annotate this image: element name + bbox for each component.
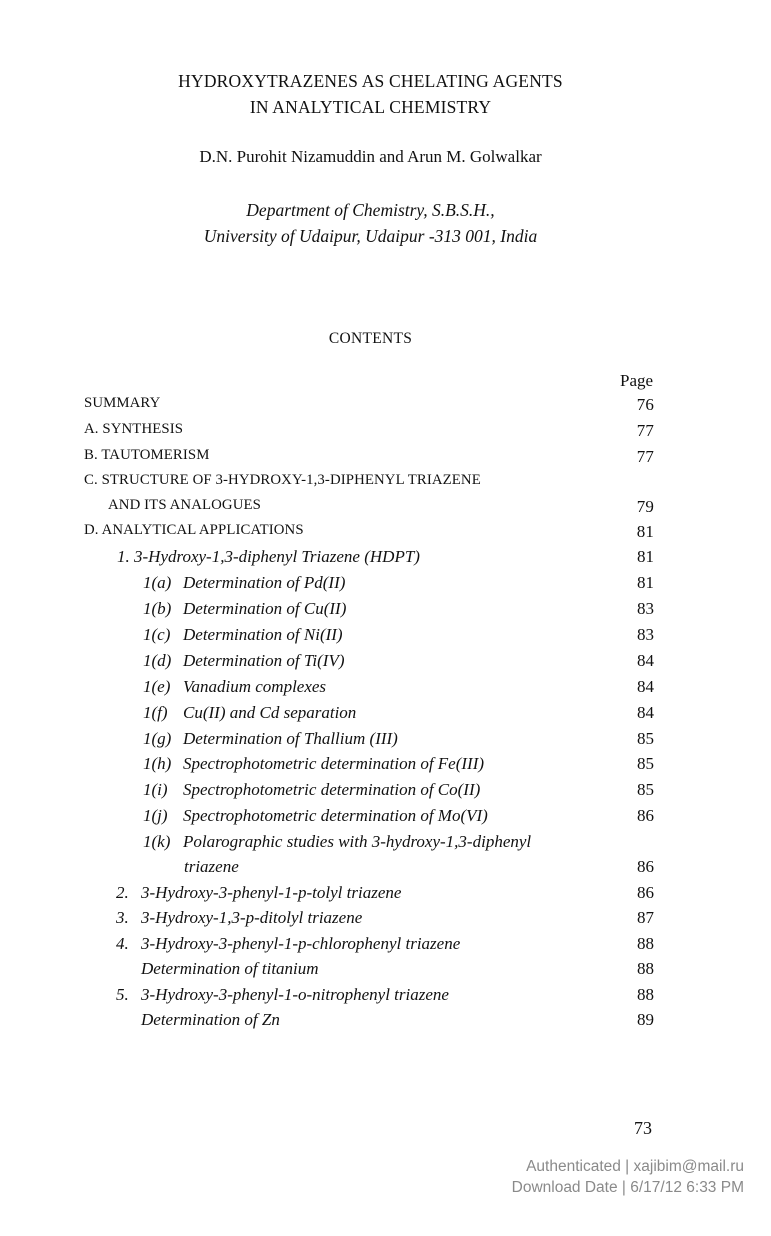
toc-entry-title: Spectrophotometric determination of Fe(III) <box>183 754 485 773</box>
toc-entry-title: SYNTHESIS <box>102 421 184 437</box>
toc-entry-title: Determination of titanium <box>141 959 319 978</box>
authors: D.N. Purohit Nizamuddin and Arun M. Golwalkar <box>199 147 542 166</box>
toc-entry-prefix: 1(a) <box>143 573 172 592</box>
toc-entry-title: 3-Hydroxy-3-phenyl-1-p-tolyl triazene <box>141 883 402 902</box>
toc-entry-title: STRUCTURE OF 3-HYDROXY-1,3-DIPHENYL TRIAZENE <box>101 472 481 488</box>
toc-entry-title: AND ITS ANALOGUES <box>108 497 261 513</box>
toc-entry-page: 88 <box>637 934 654 953</box>
toc-entry-prefix: 1(j) <box>143 806 168 825</box>
toc-entry-page: 83 <box>637 625 654 644</box>
toc-entry-page: 81 <box>637 547 654 566</box>
toc-entry <box>84 985 656 1011</box>
toc-entry <box>84 754 656 780</box>
toc-entry-page: 83 <box>637 599 654 618</box>
title-line-1: HYDROXYTRAZENES AS CHELATING AGENTS <box>178 71 563 91</box>
toc-entry-prefix: A. <box>84 421 99 437</box>
toc-entry-title: 3-Hydroxy-3-phenyl-1-p-chlorophenyl triazene <box>141 934 461 953</box>
toc-entry-title: Vanadium complexes <box>183 677 327 696</box>
toc-entry-page: 88 <box>637 985 654 1004</box>
toc-entry-prefix: 4. <box>116 934 129 953</box>
toc-entry <box>84 832 656 858</box>
toc-entry-page: 89 <box>637 1010 654 1029</box>
toc-entry-title: TAUTOMERISM <box>101 447 210 463</box>
toc-entry-title: triazene <box>184 857 239 876</box>
toc-entry-prefix: C. <box>84 472 98 488</box>
toc-entry-page: 81 <box>637 573 654 592</box>
toc-entry-title: Determination of Thallium (III) <box>183 729 398 748</box>
affiliation-line-2: University of Udaipur, Udaipur -313 001, India <box>203 226 538 246</box>
toc-entry-page: 84 <box>637 677 654 696</box>
toc-entry-title: Spectrophotometric determination of Mo(VI) <box>183 806 488 825</box>
toc-entry-prefix: 1(k) <box>143 832 171 851</box>
toc-entry-title: ANALYTICAL APPLICATIONS <box>101 522 304 538</box>
toc-entry <box>84 421 656 447</box>
toc-entry-prefix: 2. <box>116 883 129 902</box>
toc-entry-continuation <box>84 1010 656 1036</box>
toc-entry-title: Spectrophotometric determination of Co(II) <box>183 780 481 799</box>
toc-entry <box>84 447 656 473</box>
watermark-authenticated: Authenticated | xajibim@mail.ru <box>526 1158 744 1175</box>
watermark-download-date: Download Date | 6/17/12 6:33 PM <box>511 1179 744 1196</box>
toc-entry-prefix: B. <box>84 447 98 463</box>
toc-entry <box>84 703 656 729</box>
toc-entry-page: 79 <box>636 497 654 516</box>
toc-entry <box>84 729 656 755</box>
toc-entry-title: Polarographic studies with 3-hydroxy-1,3-diphenyl <box>183 832 532 851</box>
toc-entry <box>84 934 656 960</box>
toc-entry-prefix: D. <box>84 522 99 538</box>
toc-entry <box>84 677 656 703</box>
toc-entry <box>84 651 656 677</box>
toc-entry-title: SUMMARY <box>84 395 161 411</box>
toc-entry-page: 84 <box>637 703 654 722</box>
toc-entry-continuation <box>84 857 656 883</box>
toc-entry <box>84 780 656 806</box>
affiliation-line-1: Department of Chemistry, S.B.S.H., <box>246 200 495 220</box>
toc-entry-title: Cu(II) and Cd separation <box>183 703 357 722</box>
toc-entry <box>84 547 656 573</box>
toc-entry-page: 86 <box>637 883 654 902</box>
toc-entry <box>84 472 656 498</box>
toc-entry-prefix: 5. <box>116 985 129 1004</box>
toc-entry-page: 87 <box>637 908 654 927</box>
toc-entry-page: 86 <box>637 806 654 825</box>
toc-entry-title: Determination of Ni(II) <box>183 625 343 644</box>
toc-entry-page: 77 <box>636 421 654 440</box>
page-column-heading: Page <box>620 371 654 390</box>
toc-entry-title: Determination of Ti(IV) <box>183 651 345 670</box>
toc-entry-continuation <box>84 959 656 985</box>
toc-entry-prefix: 1(h) <box>143 754 172 773</box>
toc-entry-title: 3-Hydroxy-1,3-diphenyl Triazene (HDPT) <box>134 547 420 566</box>
toc-entry-page: 81 <box>636 522 654 541</box>
toc-entry <box>84 395 656 421</box>
toc-entry-page: 88 <box>637 959 654 978</box>
toc-entry-page: 85 <box>637 754 654 773</box>
toc-entry <box>84 806 656 832</box>
toc-entry <box>84 625 656 651</box>
toc-entry-prefix: 1(b) <box>143 599 172 618</box>
toc-entry-title: Determination of Zn <box>141 1010 280 1029</box>
page-number: 73 <box>634 1118 652 1138</box>
toc-entry-prefix: 1(c) <box>143 625 171 644</box>
toc-entry-page: 84 <box>637 651 654 670</box>
toc-entry <box>84 573 656 599</box>
toc-entry <box>84 522 656 548</box>
toc-entry-prefix: 1(e) <box>143 677 171 696</box>
title-line-2: IN ANALYTICAL CHEMISTRY <box>249 97 492 117</box>
toc-entry-title: Determination of Cu(II) <box>183 599 347 618</box>
toc-entry-prefix: 1(d) <box>143 651 172 670</box>
contents-heading: CONTENTS <box>328 330 413 347</box>
toc-entry-title: 3-Hydroxy-3-phenyl-1-o-nitrophenyl triazene <box>141 985 449 1004</box>
toc-entry-page: 77 <box>636 447 654 466</box>
toc-entry-page: 76 <box>636 395 654 414</box>
toc-entry <box>84 599 656 625</box>
toc-entry-page: 86 <box>637 857 654 876</box>
toc-entry <box>84 908 656 934</box>
toc-entry-title: Determination of Pd(II) <box>183 573 346 592</box>
toc-entry <box>84 883 656 909</box>
toc-entry-prefix: 3. <box>116 908 129 927</box>
toc-entry-prefix: 1(g) <box>143 729 172 748</box>
toc-entry-prefix: 1. <box>117 547 130 566</box>
toc-entry-page: 85 <box>637 729 654 748</box>
toc-entry-prefix: 1(i) <box>143 780 168 799</box>
toc-entry-prefix: 1(f) <box>143 703 168 722</box>
toc-entry-continuation <box>84 497 656 523</box>
toc-entry-page: 85 <box>637 780 654 799</box>
toc-entry-title: 3-Hydroxy-1,3-p-ditolyl triazene <box>141 908 363 927</box>
